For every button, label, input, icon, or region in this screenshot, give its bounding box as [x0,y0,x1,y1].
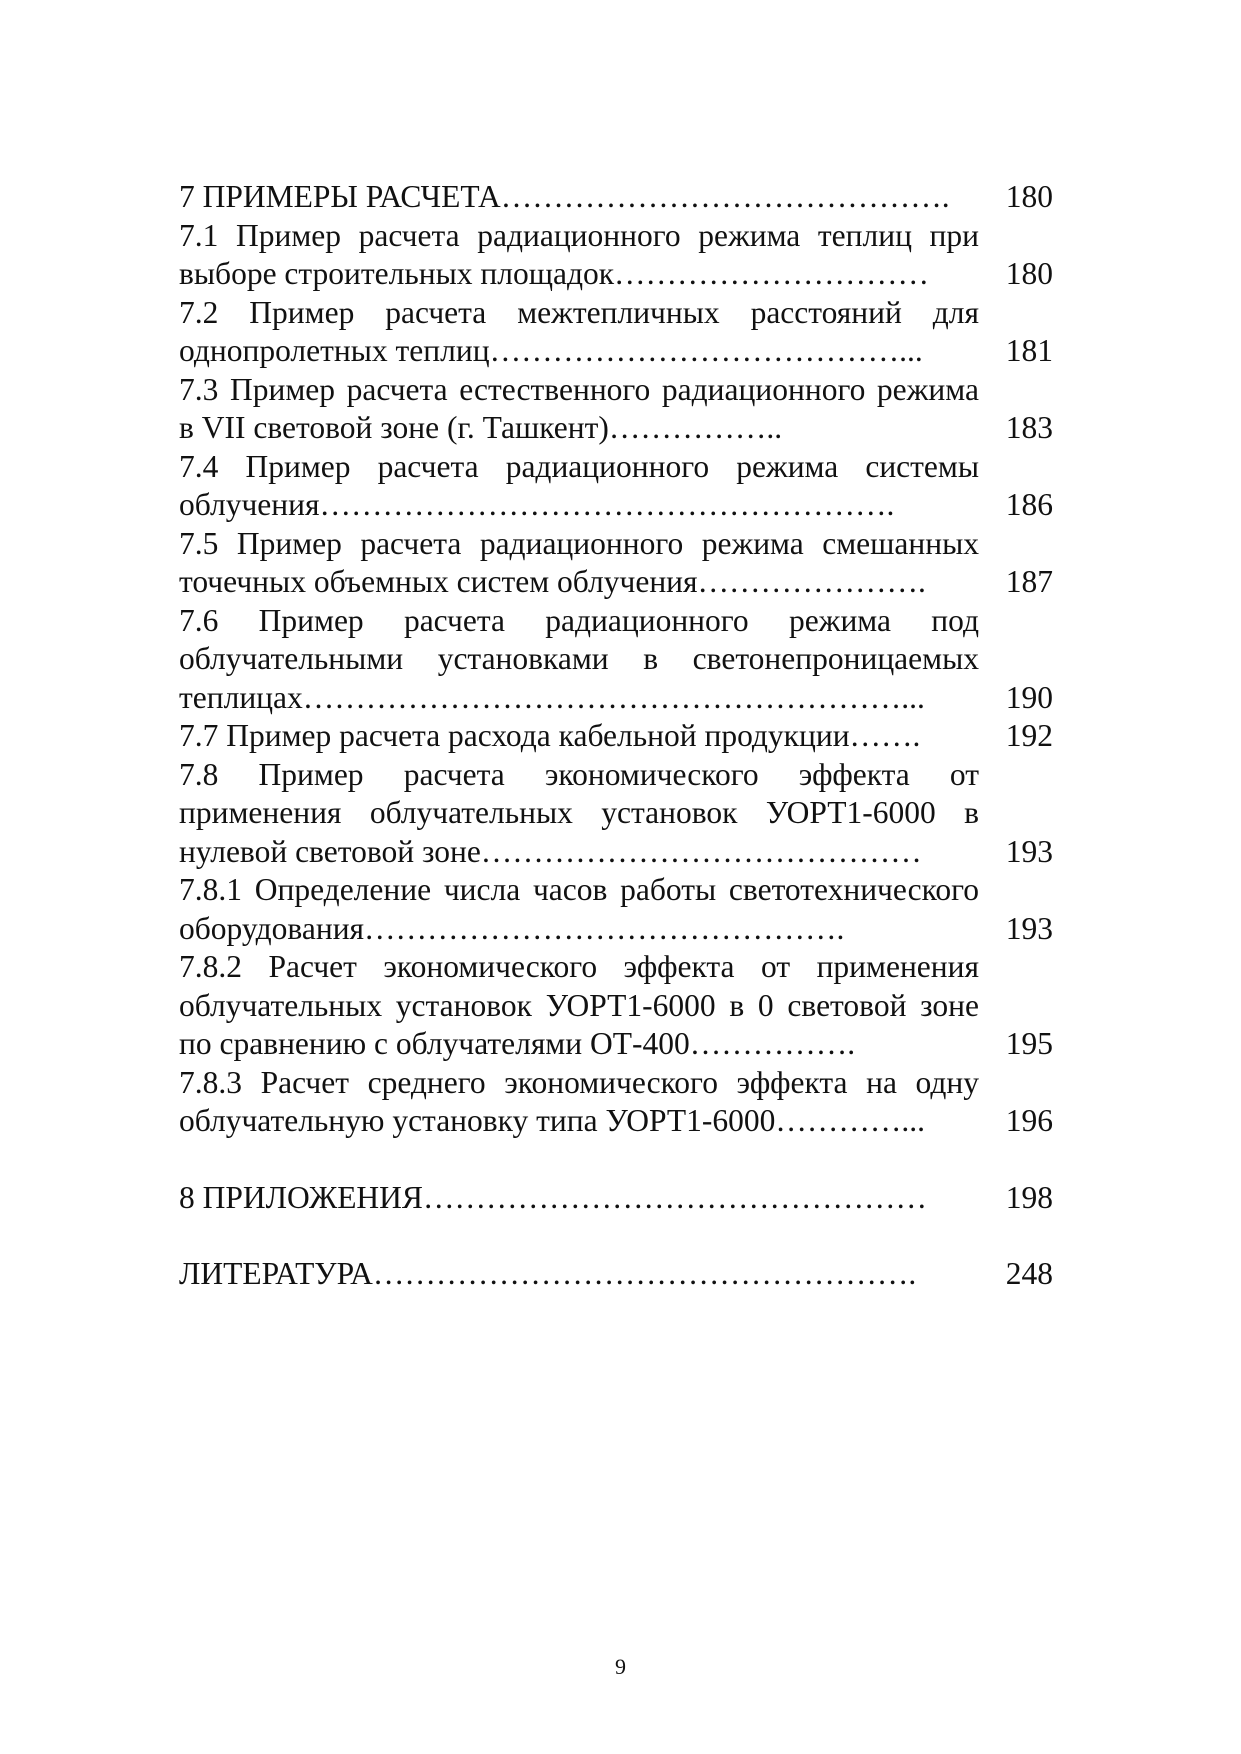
toc-entry-page: 180 [1005,179,1053,214]
toc-entry [179,1064,1053,1141]
toc-entry-title: 7.1 Пример расчета радиационного режима теплиц при выборе строительных площадок………………………… [179,217,979,291]
toc-entry-page: 198 [1005,1179,1053,1215]
toc-entry-title: 7.3 Пример расчета естественного радиационного режима в VII световой зоне (г. Ташкент)…………….. [179,371,979,445]
toc-entry [179,717,1053,756]
toc-entry-title: 7.8.3 Расчет среднего экономического эффекта на одну облучательную установку типа УОРТ1-6000…………... [179,1064,979,1138]
toc-entry-title: 8 ПРИЛОЖЕНИЯ………………………………………… [179,1179,927,1215]
toc-entry [179,178,1053,217]
toc-entry-page: 181 [1005,333,1053,368]
toc-entry-page: 180 [1005,256,1053,291]
toc-entry [179,948,1053,1064]
toc-entry-title: 7.7 Пример расчета расхода кабельной продукции……. [179,718,921,753]
toc-entry [179,1255,1053,1294]
toc-entry-page: 193 [1005,910,1053,946]
toc-entry-page: 195 [1005,1026,1053,1061]
toc-entry-page: 193 [1005,833,1053,869]
page-number: 9 [615,1654,626,1679]
toc-entry [179,756,1053,872]
toc-entry-page: 196 [1005,1103,1053,1138]
toc-entry-title: 7.5 Пример расчета радиационного режима смешанных точечных объемных систем облучения…………………. [179,525,979,599]
toc-entry-page: 192 [1005,718,1053,753]
toc-entry-title: 7.2 Пример расчета межтепличных расстояний для однопролетных теплиц…………………………………... [179,294,979,368]
toc-entry [179,217,1053,294]
toc-entry-title: 7.4 Пример расчета радиационного режима системы облучения………………………………………………. [179,448,979,522]
toc-entry-title: ЛИТЕРАТУРА……………………………………………. [179,1256,917,1291]
toc-entry-page: 248 [1005,1256,1053,1291]
toc-entry-title: 7.8 Пример расчета экономического эффекта от применения облучательных установок УОРТ1-6000 в нулевой световой зоне…………………………………… [179,756,979,869]
toc-entry-title: 7.6 Пример расчета радиационного режима под облучательными установками в светонепроницаемых теплицах…………………………………………………... [179,602,979,715]
toc-entry-title: 7.8.2 Расчет экономического эффекта от применения облучательных установок УОРТ1-6000 в 0 световой зоне по сравнению с облучателями ОТ-400……………. [179,949,979,1061]
toc-entry [179,448,1053,525]
toc-entry [179,1179,1053,1218]
table-of-contents [179,178,1053,1294]
toc-entry [179,525,1053,602]
toc-entry [179,602,1053,718]
toc-entry-page: 190 [1005,679,1053,715]
toc-entry [179,871,1053,948]
toc-entry-title: 7.8.1 Определение числа часов работы светотехнического оборудования………………………………………. [179,872,979,946]
toc-entry-title: 7 ПРИМЕРЫ РАСЧЕТА……………………………………. [179,179,950,214]
toc-entry-page: 187 [1005,564,1053,599]
toc-entry-page: 186 [1005,487,1053,522]
toc-entry [179,294,1053,371]
toc-entry-page: 183 [1005,410,1053,445]
toc-entry [179,371,1053,448]
